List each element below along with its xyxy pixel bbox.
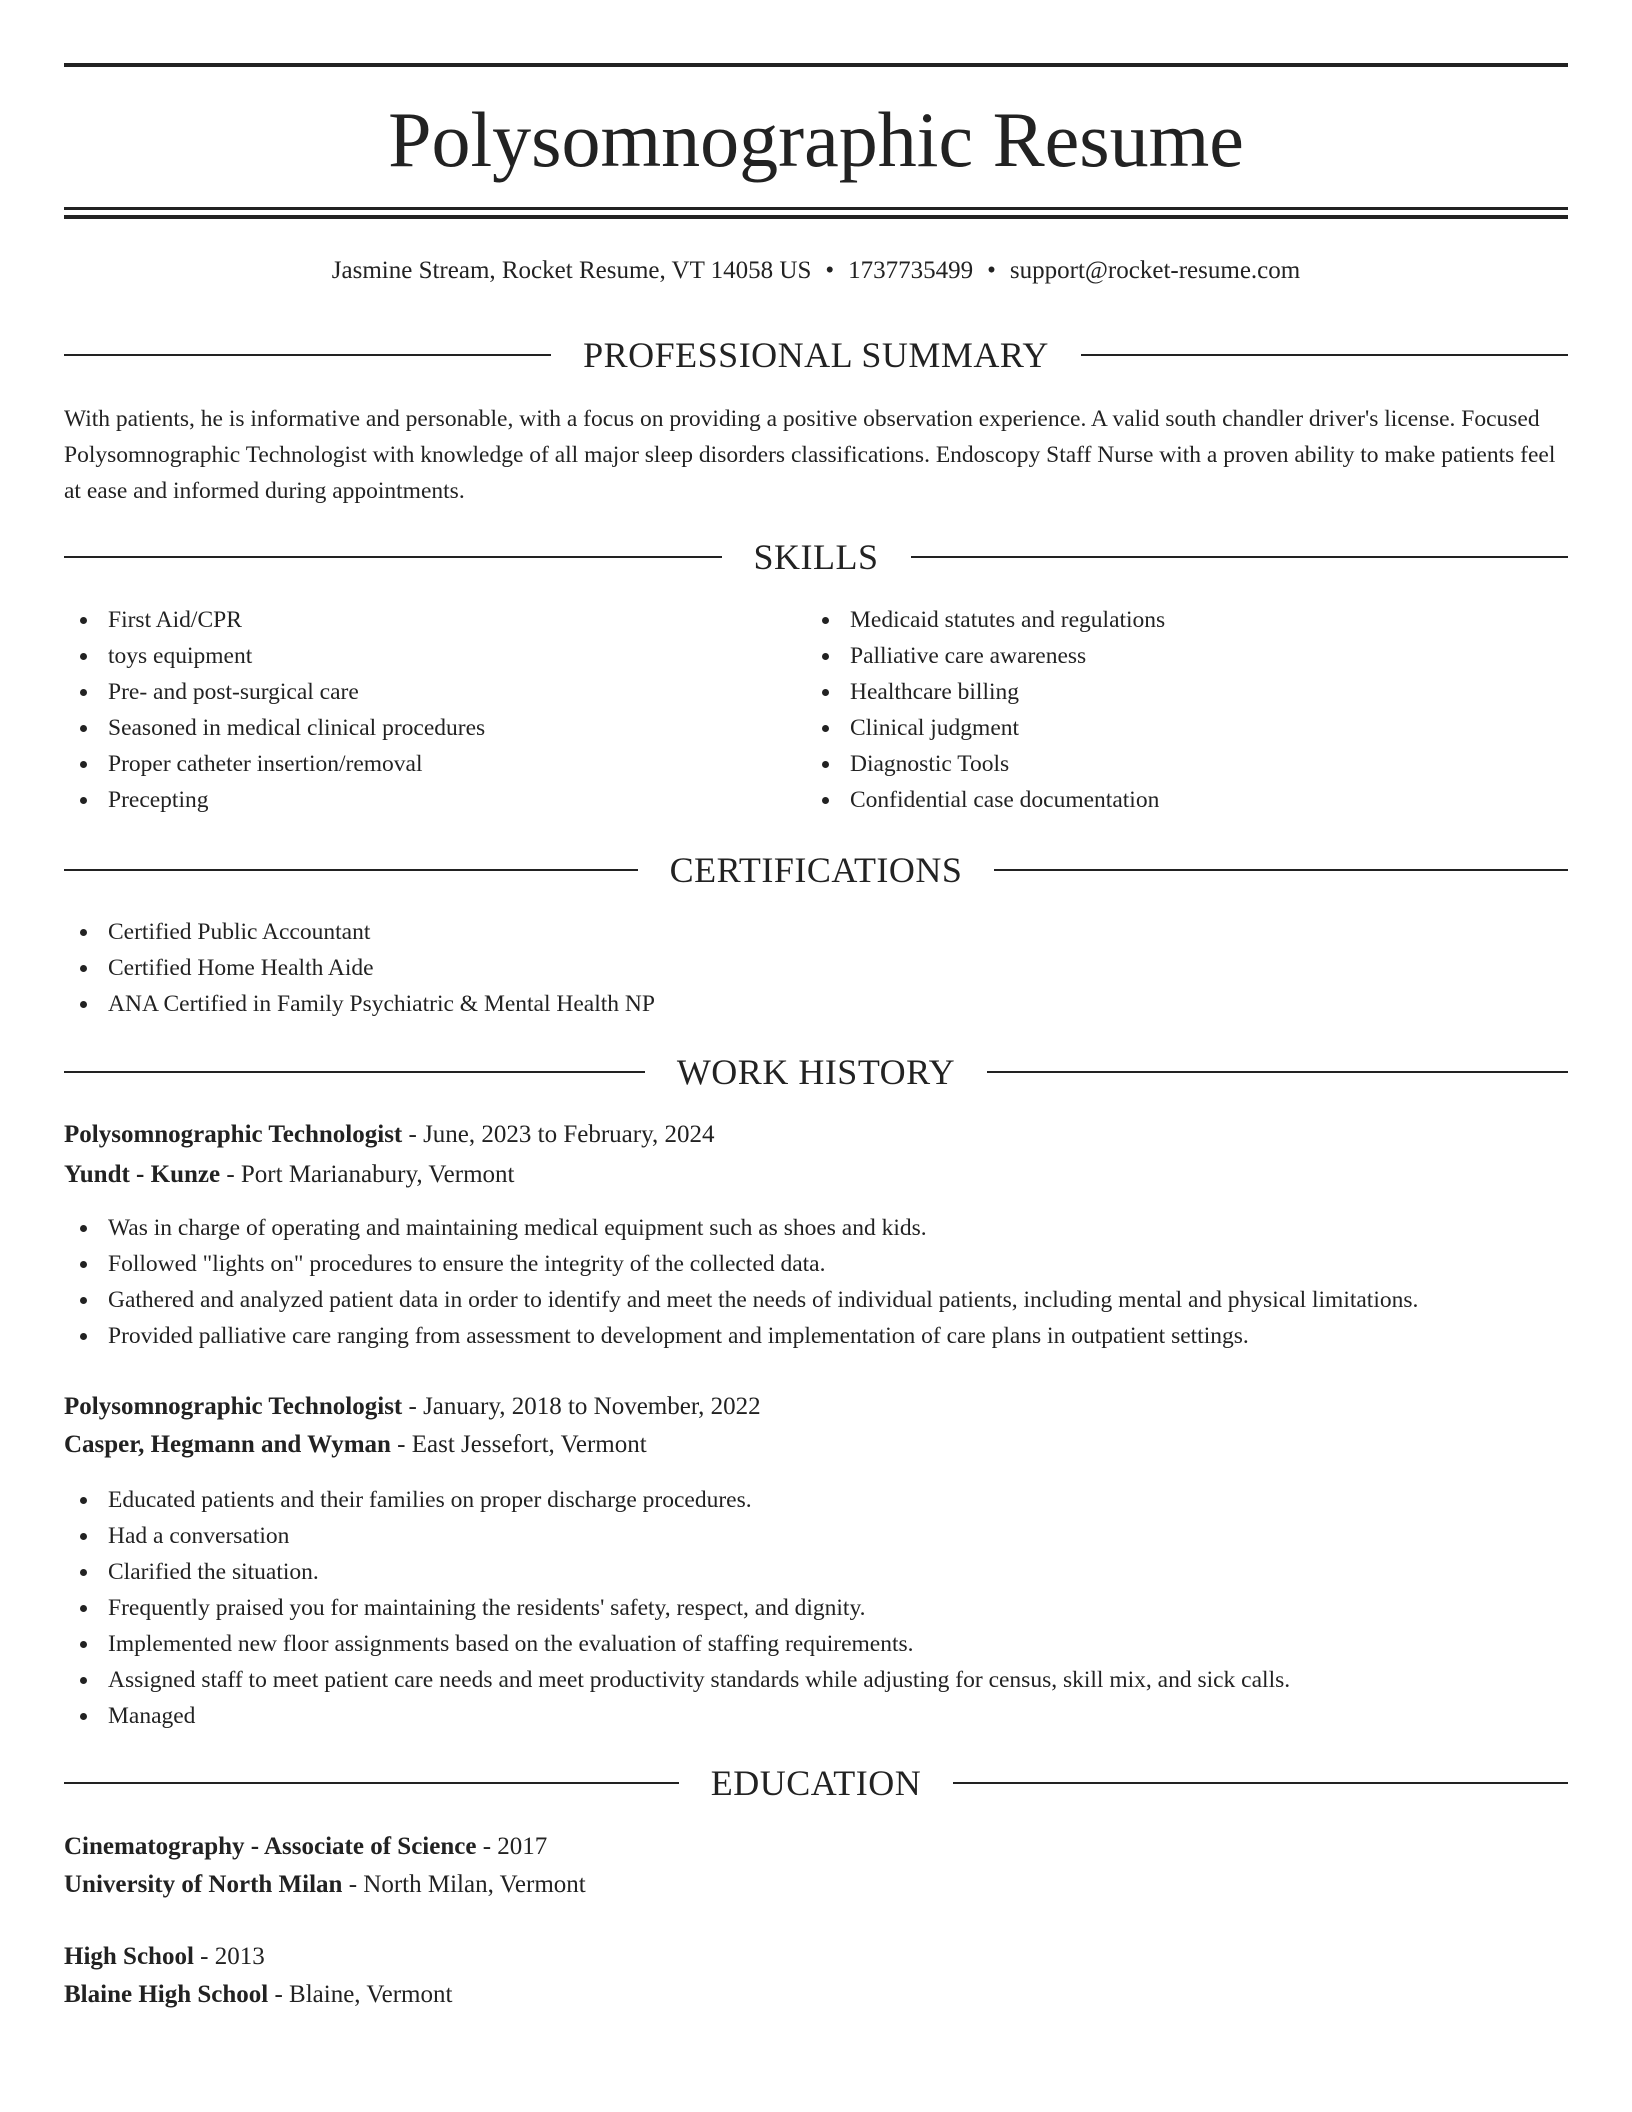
job-bullet xyxy=(64,1210,1568,1246)
skill-item xyxy=(806,710,1546,746)
job-bullet xyxy=(64,1590,1568,1626)
job-location: - Port Marianabury, Vermont xyxy=(226,1161,515,1188)
skill-item xyxy=(806,602,1546,638)
skill-text: Palliative care awareness xyxy=(850,643,1087,669)
job-bullet xyxy=(64,1246,1568,1282)
bullet-icon xyxy=(80,1001,87,1008)
job-bullet-text: Followed "lights on" procedures to ensure the integrity of the collected data. xyxy=(108,1251,826,1277)
job-bullet-text: Implemented new floor assignments based on the evaluation of staffing requirements. xyxy=(108,1631,914,1657)
job-company: Yundt - Kunze xyxy=(64,1161,221,1188)
education-year: - 2017 xyxy=(482,1833,548,1860)
contact-separator: • xyxy=(825,257,835,284)
bullet-icon xyxy=(80,1497,87,1504)
skill-item xyxy=(806,674,1546,710)
bullet-icon xyxy=(80,653,87,660)
contact-address: Jasmine Stream, Rocket Resume, VT 14058 US xyxy=(331,257,812,284)
education-year: - 2013 xyxy=(200,1943,265,1970)
job-bullet xyxy=(64,1626,1568,1662)
section-heading-summary xyxy=(64,333,1568,377)
skill-text: Proper catheter insertion/removal xyxy=(108,751,423,777)
bullet-icon xyxy=(80,1333,87,1340)
job-location: - East Jessefort, Vermont xyxy=(397,1431,647,1458)
job-bullet xyxy=(64,1518,1568,1554)
education-school-line xyxy=(64,1977,452,2013)
education-school-line xyxy=(64,1867,586,1903)
bullet-icon xyxy=(822,653,829,660)
job-dates: - January, 2018 to November, 2022 xyxy=(408,1393,761,1420)
certifications-list xyxy=(64,914,1568,1022)
job-bullet-text: Was in charge of operating and maintaining medical equipment such as shoes and kids. xyxy=(108,1215,927,1241)
job-company: Casper, Hegmann and Wyman xyxy=(64,1431,391,1458)
skill-text: Confidential case documentation xyxy=(850,787,1160,813)
skill-text: Diagnostic Tools xyxy=(850,751,1010,777)
heading-rule xyxy=(64,354,551,356)
certification-item xyxy=(64,986,1568,1022)
skill-item xyxy=(806,746,1546,782)
education-degree: High School xyxy=(64,1943,194,1970)
section-heading-certifications xyxy=(64,848,1568,892)
bullet-icon xyxy=(822,725,829,732)
skill-item xyxy=(64,674,804,710)
heading-rule xyxy=(994,869,1568,871)
title-rule-upper xyxy=(64,207,1568,210)
job-bullet-text: Assigned staff to meet patient care needs and meet productivity standards while adjusting for census, skill mix, and sick calls. xyxy=(108,1667,1291,1693)
job-bullets xyxy=(64,1482,1568,1734)
job-bullet xyxy=(64,1482,1568,1518)
skill-text: Pre- and post-surgical care xyxy=(108,679,359,705)
bullet-icon xyxy=(80,1605,87,1612)
contact-separator: • xyxy=(987,257,996,284)
bullet-icon xyxy=(822,617,829,624)
education-location: - Blaine, Vermont xyxy=(274,1981,453,2008)
section-title-work-history: WORK HISTORY xyxy=(676,1052,956,1092)
job-title-line xyxy=(64,1117,714,1153)
bullet-icon xyxy=(822,689,829,696)
job-title: Polysomnographic Technologist xyxy=(64,1393,403,1420)
job-bullet xyxy=(64,1318,1568,1354)
certification-item xyxy=(64,914,1568,950)
bullet-icon xyxy=(80,725,87,732)
summary-text: With patients, he is informative and personable, with a focus on providing a positive observation experience. A valid south chandler driver's license. Focused Polysomnographic Technologist with knowledge of all major sleep disorders classifications. Endoscopy Staff Nurse with a proven ability to make patients feel at ease and informed during appointments. xyxy=(64,406,1556,504)
job-bullet-text: Managed xyxy=(108,1703,196,1729)
skills-list-left xyxy=(64,602,804,818)
education-school: Blaine High School xyxy=(64,1981,269,2008)
section-heading-work-history xyxy=(64,1050,1568,1094)
education-school: University of North Milan xyxy=(64,1871,343,1898)
contact-line xyxy=(64,256,1568,286)
skill-item xyxy=(64,782,804,818)
bullet-icon xyxy=(80,965,87,972)
skill-item xyxy=(64,602,804,638)
skill-text: Healthcare billing xyxy=(850,679,1019,705)
section-heading-education xyxy=(64,1761,1568,1805)
heading-rule xyxy=(64,1071,645,1073)
education-location: - North Milan, Vermont xyxy=(348,1871,586,1898)
heading-rule xyxy=(64,556,722,558)
bullet-icon xyxy=(80,1225,87,1232)
heading-rule xyxy=(1081,354,1568,356)
job-bullet-text: Gathered and analyzed patient data in order to identify and meet the needs of individual patients, including mental and physical limitations. xyxy=(108,1287,1419,1313)
job-company-line xyxy=(64,1157,514,1193)
section-title-education: EDUCATION xyxy=(710,1763,922,1803)
bullet-icon xyxy=(80,797,87,804)
job-bullet xyxy=(64,1698,1568,1734)
bullet-icon xyxy=(80,617,87,624)
certification-text: Certified Home Health Aide xyxy=(108,955,374,981)
heading-rule xyxy=(911,556,1569,558)
education-degree: Cinematography - Associate of Science xyxy=(64,1833,477,1860)
section-title-summary: PROFESSIONAL SUMMARY xyxy=(583,335,1049,375)
bullet-icon xyxy=(80,1297,87,1304)
section-title-certifications: CERTIFICATIONS xyxy=(669,850,963,890)
bullet-icon xyxy=(80,1533,87,1540)
skill-item xyxy=(64,638,804,674)
heading-rule xyxy=(953,1782,1568,1784)
job-bullet xyxy=(64,1662,1568,1698)
job-company-line xyxy=(64,1427,647,1463)
skill-text: Seasoned in medical clinical procedures xyxy=(108,715,486,741)
skill-item xyxy=(806,782,1546,818)
title-rule-lower xyxy=(64,215,1568,219)
top-rule xyxy=(64,63,1568,67)
bullet-icon xyxy=(80,1677,87,1684)
job-title: Polysomnographic Technologist xyxy=(64,1121,403,1148)
skills-list-right xyxy=(806,602,1546,818)
skill-text: toys equipment xyxy=(108,643,253,669)
bullet-icon xyxy=(822,761,829,768)
job-bullet-text: Provided palliative care ranging from assessment to development and implementation of care plans in outpatient settings. xyxy=(108,1323,1249,1349)
bullet-icon xyxy=(80,1641,87,1648)
bullet-icon xyxy=(80,1261,87,1268)
skill-item xyxy=(64,710,804,746)
skill-text: First Aid/CPR xyxy=(108,607,242,633)
job-bullet xyxy=(64,1554,1568,1590)
certification-text: Certified Public Accountant xyxy=(108,919,371,945)
heading-rule xyxy=(987,1071,1568,1073)
bullet-icon xyxy=(80,1569,87,1576)
job-bullet-text: Had a conversation xyxy=(108,1523,290,1549)
job-bullet-text: Frequently praised you for maintaining the residents' safety, respect, and dignity. xyxy=(108,1595,866,1621)
job-bullet xyxy=(64,1282,1568,1318)
job-title-line xyxy=(64,1389,761,1425)
heading-rule xyxy=(64,1782,679,1784)
bullet-icon xyxy=(80,689,87,696)
section-heading-skills xyxy=(64,535,1568,579)
section-title-skills: SKILLS xyxy=(753,537,879,577)
contact-email: support@rocket-resume.com xyxy=(1009,257,1301,284)
bullet-icon xyxy=(80,929,87,936)
page-title: Polysomnographic Resume xyxy=(388,96,1244,183)
job-dates: - June, 2023 to February, 2024 xyxy=(408,1121,715,1148)
certification-item xyxy=(64,950,1568,986)
education-degree-line xyxy=(64,1829,547,1865)
job-bullet-text: Clarified the situation. xyxy=(108,1559,319,1585)
job-bullets xyxy=(64,1210,1568,1354)
job-bullet-text: Educated patients and their families on proper discharge procedures. xyxy=(108,1487,752,1513)
skill-text: Medicaid statutes and regulations xyxy=(850,607,1166,633)
certification-text: ANA Certified in Family Psychiatric & Mental Health NP xyxy=(108,991,655,1017)
bullet-icon xyxy=(80,1713,87,1720)
bullet-icon xyxy=(80,761,87,768)
bullet-icon xyxy=(822,797,829,804)
skill-item xyxy=(806,638,1546,674)
education-degree-line xyxy=(64,1939,265,1975)
contact-phone: 1737735499 xyxy=(848,257,974,284)
skill-text: Clinical judgment xyxy=(850,715,1020,741)
heading-rule xyxy=(64,869,638,871)
skill-text: Precepting xyxy=(108,787,209,813)
skill-item xyxy=(64,746,804,782)
